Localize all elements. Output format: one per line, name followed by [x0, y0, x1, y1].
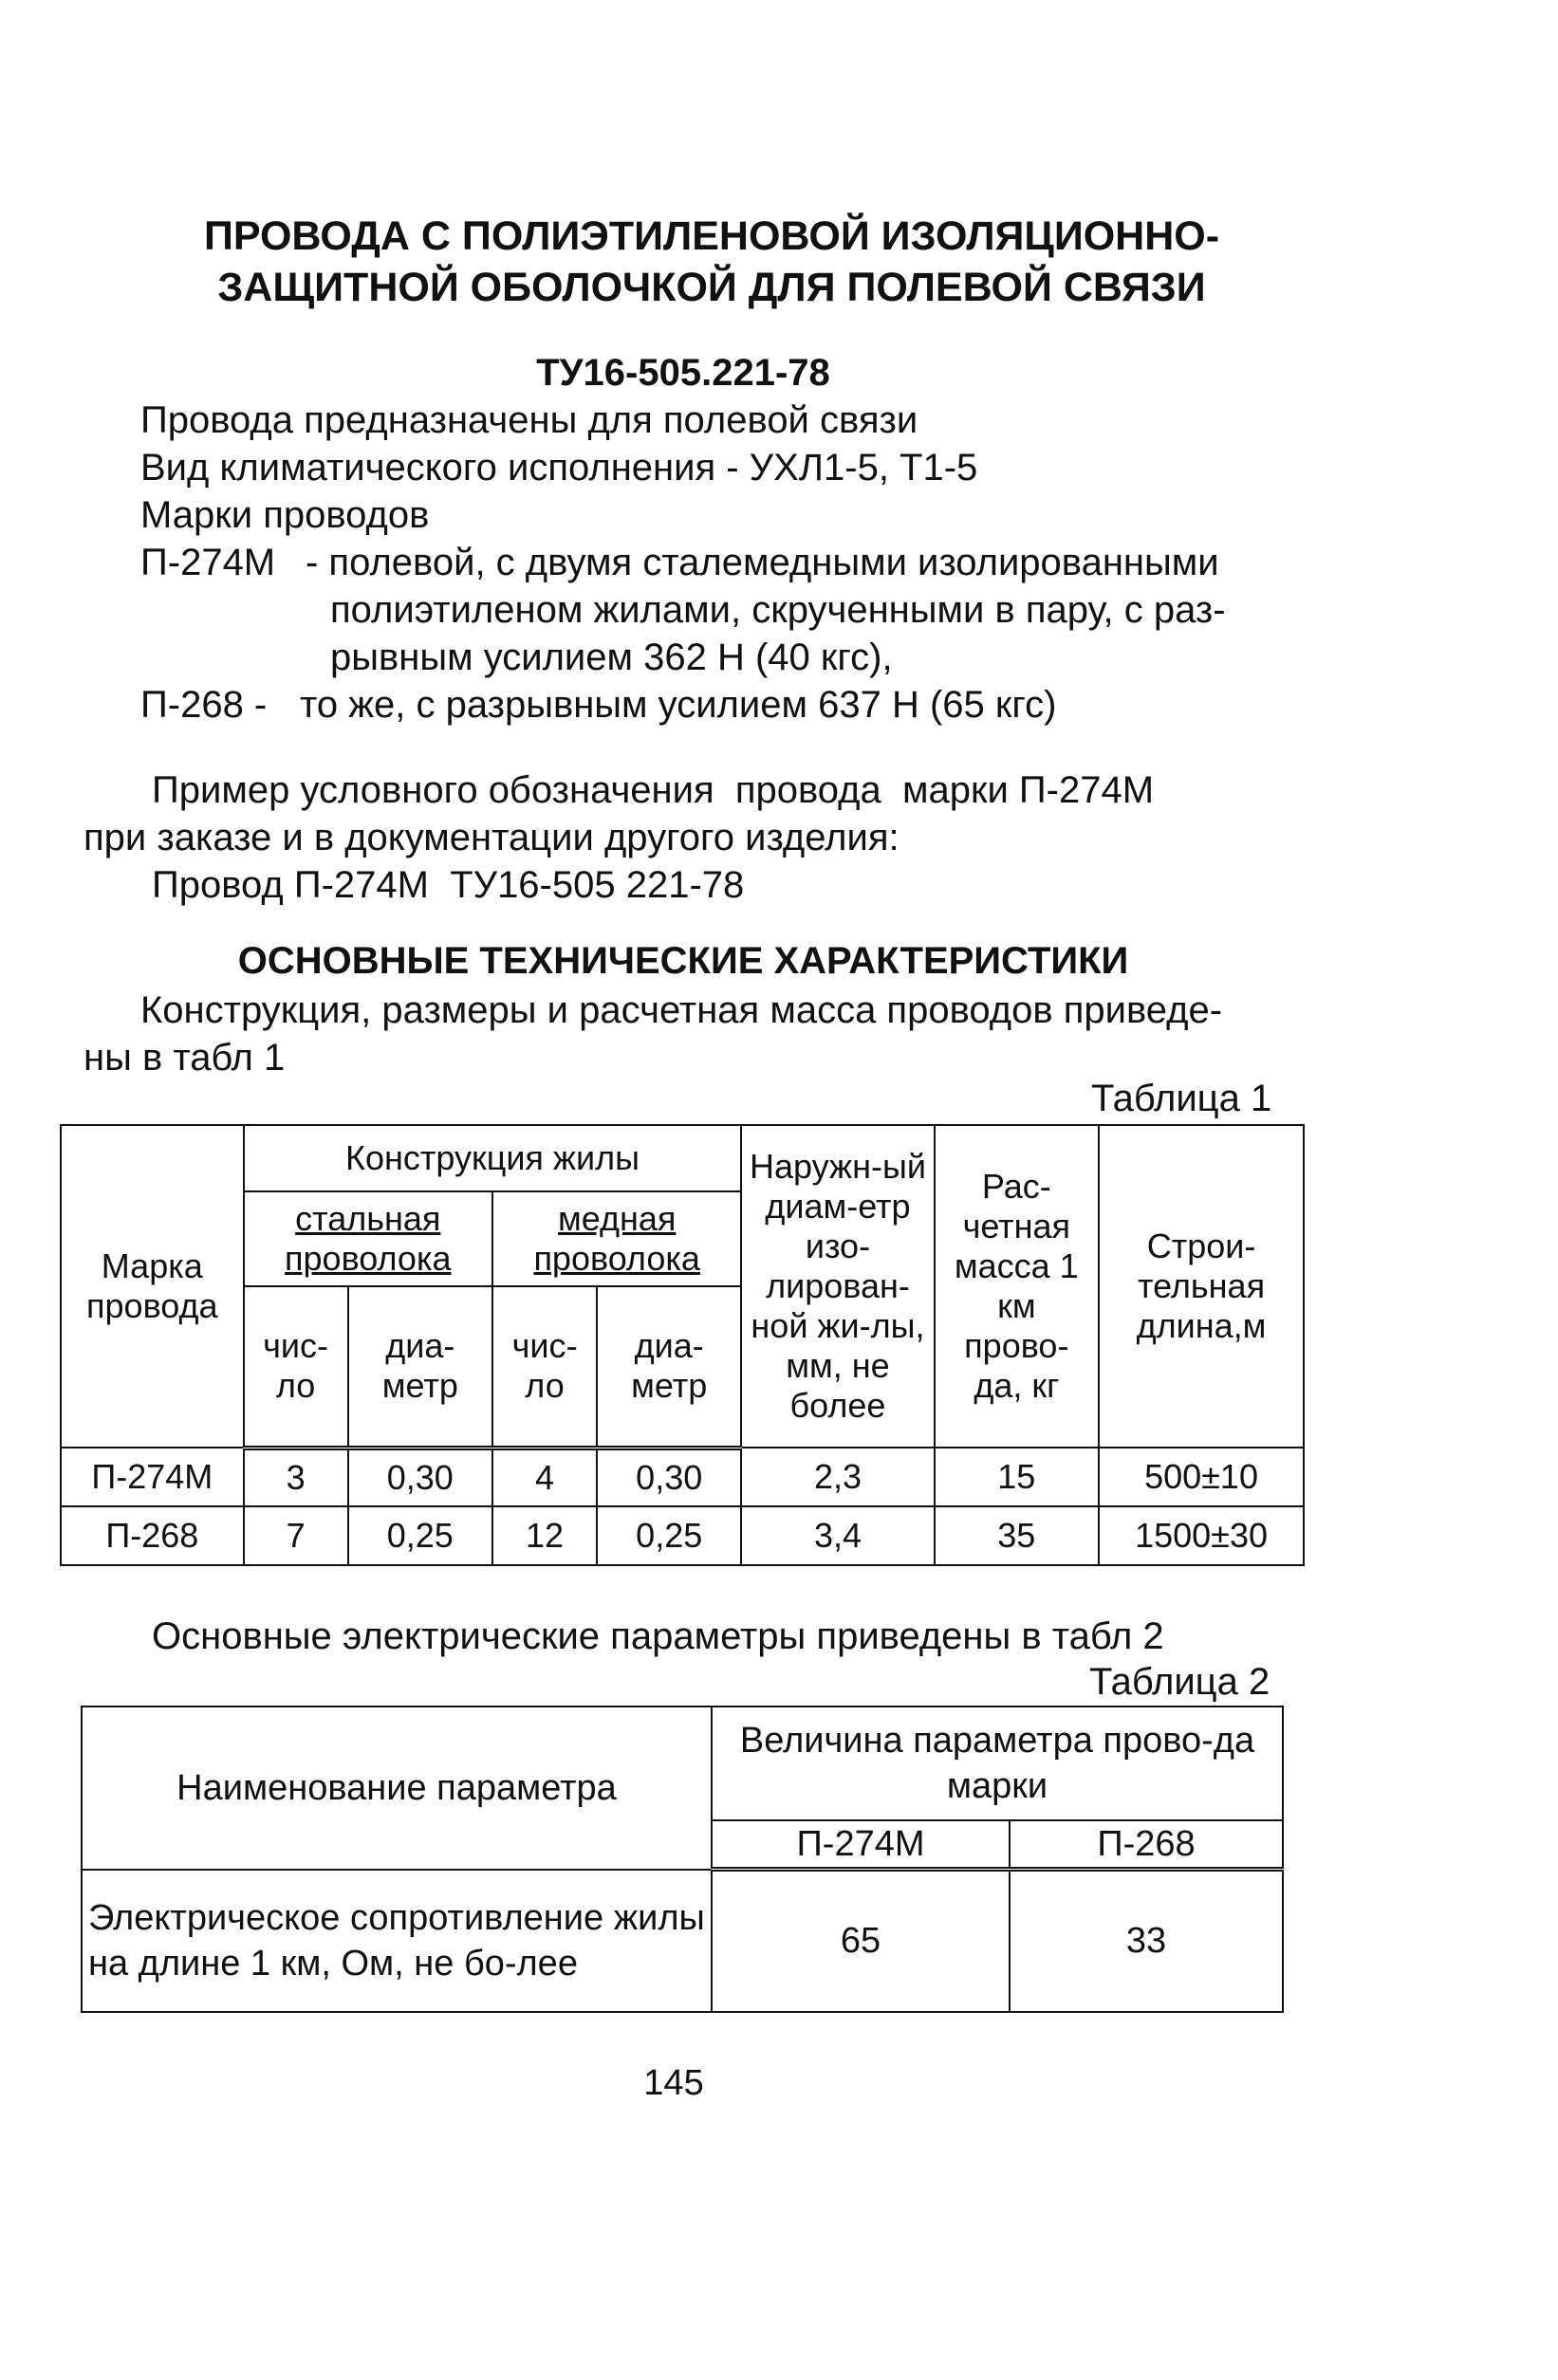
- example-line-2: при заказе и в документации другого изделия:: [83, 817, 900, 858]
- header-brand-274: П-274М: [712, 1820, 1010, 1870]
- header-copper-wire: медная проволока: [492, 1191, 741, 1286]
- header-steel-count: чис-ло: [244, 1286, 348, 1448]
- header-parameter-value: Величина параметра прово-да марки: [712, 1707, 1283, 1820]
- section-text-line-1: Конструкция, размеры и расчетная масса проводов приведе-: [140, 989, 1223, 1031]
- cell-steel-diameter: 0,30: [348, 1448, 492, 1506]
- header-calc-mass: Рас-четная масса 1 км прово-да, кг: [935, 1125, 1100, 1448]
- header-outer-diameter: Наружн-ый диам-етр изо-лирован-ной жи-лы, мм, не более: [741, 1125, 934, 1448]
- header-copper-count: чис-ло: [492, 1286, 597, 1448]
- header-brand-268: П-268: [1010, 1820, 1283, 1870]
- header-copper-diameter: диа-метр: [597, 1286, 741, 1448]
- spec-code: ТУ16-505.221-78: [536, 352, 830, 394]
- brand-desc-274-line2: полиэтиленом жилами, скрученными в пару, с раз-: [330, 589, 1226, 631]
- cell-value-274: 65: [712, 1870, 1010, 2012]
- cell-brand: П-274М: [61, 1448, 244, 1506]
- brand-desc-274-line1: - полевой, с двумя сталемедными изолированными: [306, 542, 1219, 583]
- cell-copper-count: 12: [492, 1506, 597, 1565]
- table-row: [61, 1448, 1304, 1506]
- cell-outer-diameter: 2,3: [741, 1448, 934, 1506]
- electrical-intro: Основные электрические параметры приведены в табл 2: [152, 1615, 1164, 1657]
- example-line-1: Пример условного обозначения провода марки П-274М: [152, 769, 1155, 811]
- cell-length: 1500±30: [1099, 1506, 1304, 1565]
- cell-parameter-name: Электрическое сопротивление жилы на длине 1 км, Ом, не бо-лее: [82, 1870, 712, 2012]
- purpose-line: Провода предназначены для полевой связи: [140, 399, 918, 441]
- brand-code-274: П-274М: [140, 542, 276, 583]
- cell-copper-count: 4: [492, 1448, 597, 1506]
- table1-caption: Таблица 1: [1091, 1078, 1272, 1119]
- brand-desc-274-line3: рывным усилием 362 Н (40 кгс),: [330, 637, 893, 678]
- title-line-1: ПРОВОДА С ПОЛИЭТИЛЕНОВОЙ ИЗОЛЯЦИОННО-: [203, 213, 1220, 259]
- cell-mass: 35: [935, 1506, 1100, 1565]
- section-text-line-2: ны в табл 1: [83, 1037, 286, 1079]
- table2-caption: Таблица 2: [1089, 1661, 1271, 1703]
- header-core-construction: Конструкция жилы: [244, 1125, 742, 1191]
- header-steel-diameter: диа-метр: [348, 1286, 492, 1448]
- table-row: [82, 1870, 1283, 2012]
- cell-copper-diameter: 0,30: [597, 1448, 741, 1506]
- brand-desc-268: то же, с разрывным усилием 637 Н (65 кгс): [300, 684, 1057, 726]
- header-steel-wire: стальная проволока: [244, 1191, 492, 1286]
- section-heading: ОСНОВНЫЕ ТЕХНИЧЕСКИЕ ХАРАКТЕРИСТИКИ: [237, 940, 1129, 982]
- header-build-length: Строи-тельная длина,м: [1099, 1125, 1304, 1448]
- example-line-3: Провод П-274М ТУ16-505 221-78: [152, 864, 745, 906]
- header-parameter-name: Наименование параметра: [82, 1707, 712, 1870]
- cell-copper-diameter: 0,25: [597, 1506, 741, 1565]
- brands-heading: Марки проводов: [140, 494, 430, 536]
- cell-steel-count: 3: [244, 1448, 348, 1506]
- table-row: [61, 1506, 1304, 1565]
- cell-value-268: 33: [1010, 1870, 1283, 2012]
- climate-line: Вид климатического исполнения - УХЛ1-5, Т1-5: [140, 447, 978, 489]
- cell-steel-diameter: 0,25: [348, 1506, 492, 1565]
- title-line-2: ЗАЩИТНОЙ ОБОЛОЧКОЙ ДЛЯ ПОЛЕВОЙ СВЯЗИ: [217, 265, 1206, 310]
- table-2: [81, 1706, 1284, 2013]
- brand-code-268: П-268 -: [140, 684, 268, 726]
- cell-outer-diameter: 3,4: [741, 1506, 934, 1565]
- cell-length: 500±10: [1099, 1448, 1304, 1506]
- page-number: 145: [643, 2063, 704, 2103]
- cell-steel-count: 7: [244, 1506, 348, 1565]
- cell-brand: П-268: [61, 1506, 244, 1565]
- header-brand: Марка провода: [61, 1125, 244, 1448]
- table-1: [60, 1124, 1305, 1566]
- cell-mass: 15: [935, 1448, 1100, 1506]
